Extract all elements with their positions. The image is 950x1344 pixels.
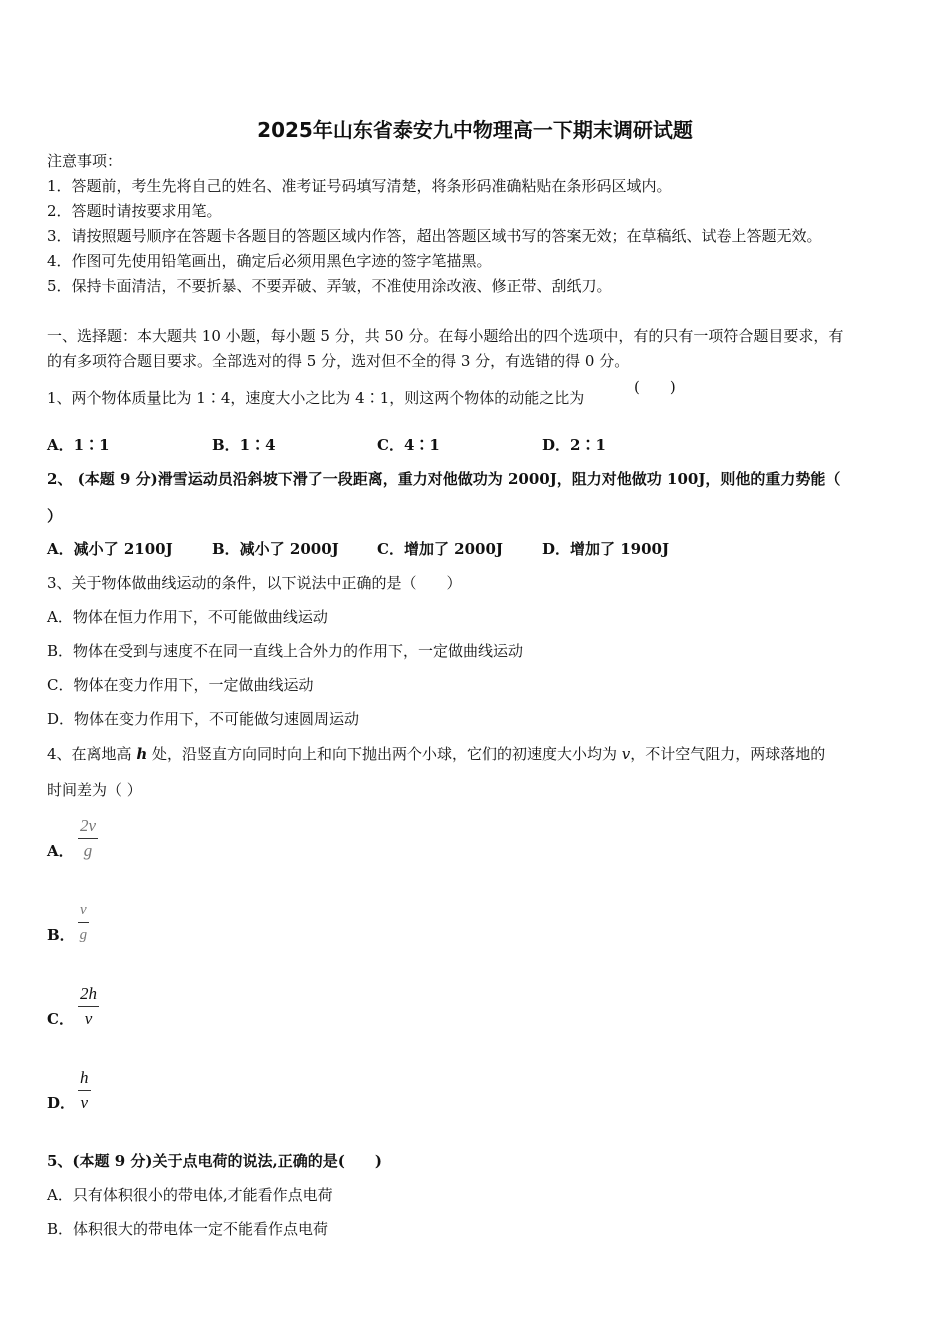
q4-option-a-fraction: 2v g — [80, 816, 97, 860]
question-1-stem: 1、两个物体质量比为 1∶4，速度大小之比为 4∶1，则这两个物体的动能之比为 — [47, 389, 585, 407]
q1-option-a: A．1∶1 — [47, 436, 110, 454]
q5-option-a: A．只有体积很小的带电体,才能看作点电荷 — [47, 1186, 333, 1204]
question-1-answer-paren: ( ) — [634, 378, 676, 396]
page-title: 2025年山东省泰安九中物理高一下期末调研试题 — [257, 118, 693, 142]
q1-option-b: B．1∶4 — [212, 436, 276, 454]
q3-option-a: A．物体在恒力作用下，不可能做曲线运动 — [47, 608, 328, 626]
q4-option-a-label: A． — [47, 842, 74, 860]
notice-heading: 注意事项： — [47, 152, 123, 170]
q5-option-b: B．体积很大的带电体一定不能看作点电荷 — [47, 1220, 329, 1238]
question-4-stem-end: 时间差为（ ） — [47, 781, 142, 799]
q4-option-d-fraction: h v — [80, 1068, 89, 1112]
q2-option-c: C．增加了 2000J — [377, 540, 504, 558]
notice-item: 1．答题前，考生先将自己的姓名、准考证号码填写清楚，将条形码准确粘贴在条形码区域内。 — [47, 177, 672, 195]
q3-option-c: C．物体在变力作用下，一定做曲线运动 — [47, 676, 314, 694]
q4-option-c-fraction: 2h v — [80, 984, 97, 1028]
q4-option-d-label: D． — [47, 1094, 76, 1112]
question-3-stem: 3、关于物体做曲线运动的条件，以下说法中正确的是（ ） — [47, 574, 462, 592]
q1-option-c: C．4∶1 — [377, 436, 440, 454]
notice-item: 5．保持卡面清洁，不要折暴、不要弄破、弄皱，不准使用涂改液、修正带、刮纸刀。 — [47, 277, 612, 295]
section-instructions-line2: 的有多项符合题目要求。全部选对的得 5 分，选对但不全的得 3 分，有选错的得 0 分。 — [47, 352, 630, 370]
notice-item: 4．作图可先使用铅笔画出，确定后必须用黑色字迹的签字笔描黑。 — [47, 252, 492, 270]
q3-option-d: D．物体在变力作用下，不可能做匀速圆周运动 — [47, 710, 360, 728]
q2-option-b: B．减小了 2000J — [212, 540, 339, 558]
question-2-stem: 2、 (本题 9 分)滑雪运动员沿斜坡下滑了一段距离，重力对他做功为 2000J，阻力对他做功 100J，则他的重力势能（ — [47, 470, 841, 488]
question-2-stem-end: ） — [47, 507, 63, 525]
q2-option-a: A．减小了 2100J — [47, 540, 173, 558]
section-instructions-line1: 一、选择题：本大题共 10 小题，每小题 5 分，共 50 分。在每小题给出的四个选项中，有的只有一项符合题目要求，有 — [47, 327, 844, 345]
q3-option-b: B．物体在受到与速度不在同一直线上合外力的作用下，一定做曲线运动 — [47, 642, 524, 660]
q1-option-d: D．2∶1 — [542, 436, 606, 454]
question-4-stem: 4、在离地高 h 处，沿竖直方向同时向上和向下抛出两个小球，它们的初速度大小均为 v，不计空气阻力，两球落地的 — [47, 745, 826, 763]
q4-option-c-label: C． — [47, 1010, 74, 1028]
notice-item: 2．答题时请按要求用笔。 — [47, 202, 222, 220]
q4-option-b-label: B． — [47, 926, 75, 944]
q2-option-d: D．增加了 1900J — [542, 540, 670, 558]
question-5-stem: 5、(本题 9 分)关于点电荷的说法,正确的是( ) — [47, 1152, 382, 1170]
notice-item: 3．请按照题号顺序在答题卡各题目的答题区域内作答，超出答题区域书写的答案无效；在草稿纸、试卷上答题无效。 — [47, 227, 822, 245]
q4-option-b-fraction: v g — [79, 902, 88, 943]
